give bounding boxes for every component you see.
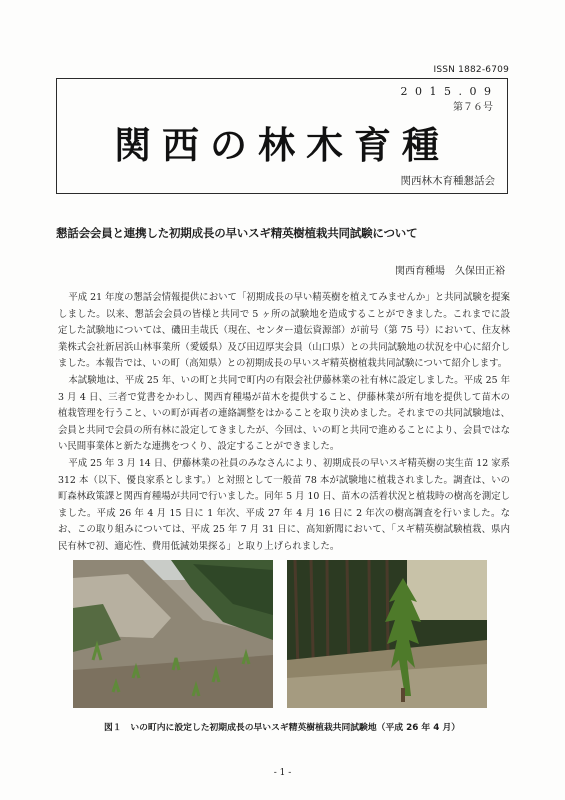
newsletter-title: 関西の林木育種: [114, 123, 450, 167]
paragraph: 本試験地は、平成 25 年、いの町と共同で町内の有限会社伊藤林業の社有林に設定しました。平成 25 年 3 月 4 日、三者で覚書をかわし、関西育種場が苗木を提供すること、伊藤林業が所有地を提供して苗木の植栽管理を行うこと、いの町が両者の連絡調整をはかることを取り決めました。それまでの共同試験地は、会員と共同で会員の所有林に設定してきましたが、今回は、いの町と共同で進めることにより、会員ではない民間事業体と新たな連携をつくり、設定することができました。: [58, 374, 510, 453]
article-author: 関西育種場 久保田正裕: [395, 266, 505, 277]
test-site-photo-left: [73, 560, 273, 708]
paragraph: 平成 21 年度の懇話会情報提供において「初期成長の早い精英樹を植えてみませんか」と共同試験を提案しました。以来、懇話会会員の皆様と共同で 5 ヶ所の試験地を造成することができました。これまでに設定した試験地については、磯田圭哉氏（現在、センター遺伝資源部）が前号（第 75 号）において、住友林業株式会社新居浜山林事業所（愛媛県）及び田辺厚実会員（山口県）との共同試験地の状況を中心に紹介しました。本報告では、いの町（高知県）との初期成長の早いスギ精英樹植栽共同試験について紹介します。: [58, 292, 510, 370]
masthead: [56, 78, 508, 194]
issue-number: 第７６号: [453, 102, 493, 113]
issn-label: ISSN 1882-6709: [433, 65, 509, 75]
publisher-name: 関西林木育種懇話会: [400, 175, 495, 187]
issue-date: 2 0 1 5 . 0 9: [400, 85, 493, 98]
article-title: 懇話会会員と連携した初期成長の早いスギ精英樹植栽共同試験について: [56, 226, 418, 240]
paragraph: 平成 25 年 3 月 14 日、伊藤林業の社員のみなさんにより、初期成長の早いスギ精英樹の実生苗 12 家系 312 本（以下、優良家系とします。）と対照として一般苗 78 本が試験地に植栽されました。調査は、いの町森林政策課と関西育種場が共同で行いました。同年 5 月 10 日、苗木の活着状況と植栽時の樹高を測定しました。平成 26 年 4 月 15 日に 1 年次、平成 27 年 4 月 16 日に 2 年次の樹高調査を行いました。なお、この取り組みについては、平成 25 年 7 月 31 日に、高知新聞において、「スギ精英樹試験植栽、県内民有林で初、適応性、費用低減効果探る」と取り上げられました。: [58, 457, 510, 552]
article-body: [58, 290, 510, 556]
test-site-photo-right: [287, 560, 487, 708]
figure-caption: 図１ いの町内に設定した初期成長の早いスギ精英樹植栽共同試験地（平成 26 年 4 月）: [103, 723, 461, 733]
page-number: - 1 -: [273, 768, 292, 778]
